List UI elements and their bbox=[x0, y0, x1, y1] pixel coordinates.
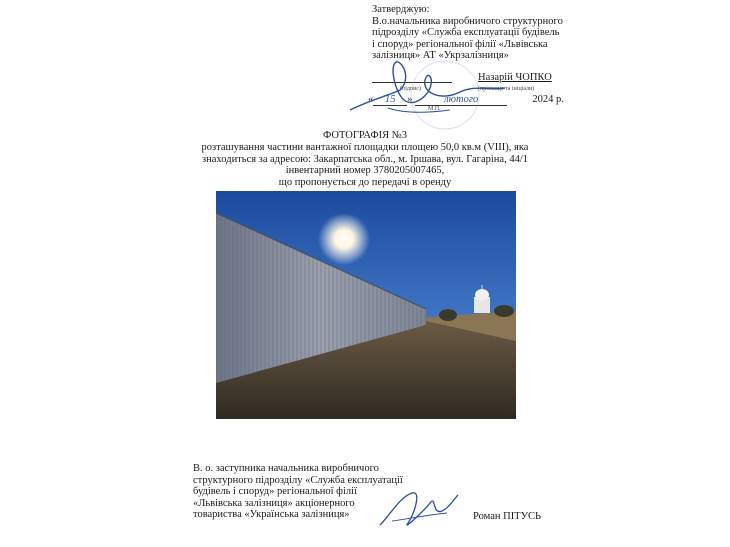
site-photo-image bbox=[216, 191, 516, 419]
title-line: інвентарний номер 3780205007465, bbox=[285, 165, 445, 177]
footer-line: «Львівська залізниця» акціонерного bbox=[193, 497, 355, 509]
document-title-block bbox=[170, 130, 560, 189]
approval-line: В.о.начальника виробничого структурного bbox=[372, 15, 563, 27]
footer-line: В. о. заступника начальника виробничого bbox=[193, 463, 379, 474]
date-month: лютого bbox=[415, 94, 507, 106]
signature-stroke bbox=[388, 108, 450, 112]
approval-line: залізниця» АТ «Укрзалізниця» bbox=[372, 50, 509, 62]
signature-stroke bbox=[350, 62, 505, 110]
footer-line: будівель і споруд» регіональної філії bbox=[193, 486, 357, 498]
title-line: розташування частини вантажної площадки площею 50,0 кв.м (VIII), яка bbox=[201, 141, 529, 153]
footer-signatory-name: Роман ПІТУСЬ bbox=[473, 511, 542, 522]
footer-line: структурного підрозділу «Служба експлуатації bbox=[193, 474, 403, 486]
title-line: що пропонується до передачі в оренду bbox=[278, 177, 452, 189]
stamp-mark bbox=[411, 61, 479, 129]
document-heading: ФОТОГРАФІЯ №3 bbox=[322, 130, 408, 141]
title-line: знаходиться за адресою: Закарпатська обл., м. Іршава, вул. Гагаріна, 44/1 bbox=[202, 153, 528, 165]
approval-line: Затверджую: bbox=[372, 4, 430, 15]
stamp-caption: М.П. bbox=[428, 106, 441, 112]
date-day: 15 bbox=[373, 94, 407, 106]
signature-stroke bbox=[380, 493, 458, 525]
name-caption: (прізвище та ініціали) bbox=[478, 86, 535, 92]
footer-signature bbox=[372, 485, 462, 535]
approval-line: і споруд» регіональної філії «Львівська bbox=[372, 38, 548, 50]
footer-line: товариства «Українська залізниця» bbox=[193, 509, 350, 521]
approval-line: підрозділу «Служба експлуатації будівель bbox=[372, 27, 560, 39]
signature-caption: (підпис) bbox=[400, 86, 422, 92]
date-year: 2024 р. bbox=[532, 94, 564, 105]
approval-signatory-name: Назарій ЧОПКО bbox=[478, 72, 552, 83]
site-photo bbox=[216, 191, 516, 419]
approval-signature bbox=[330, 50, 530, 130]
approval-date: « 15 » лютого 2024 р. bbox=[368, 94, 564, 105]
